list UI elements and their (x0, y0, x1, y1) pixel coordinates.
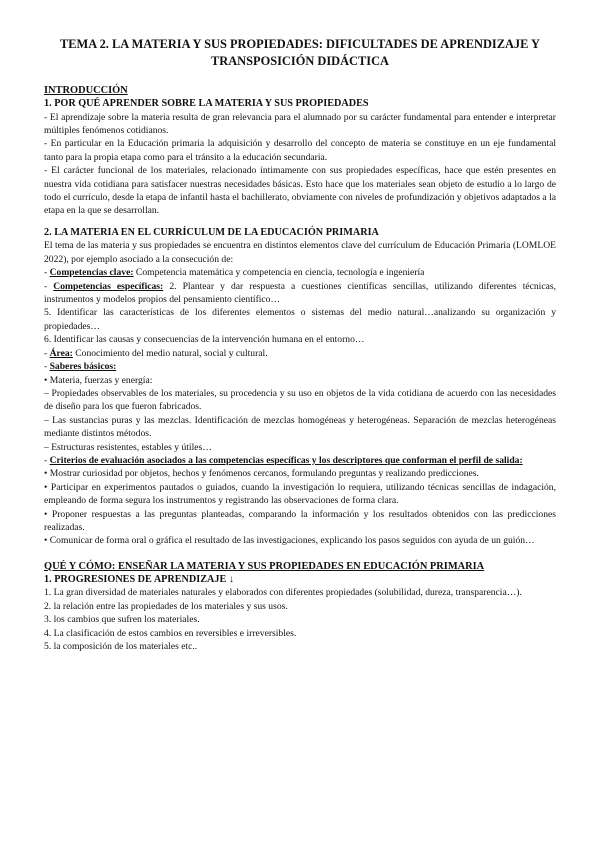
introduction-label: INTRODUCCIÓN (44, 85, 128, 96)
saberes-item: – Estructuras resistentes, estables y útiles… (44, 441, 212, 453)
progresion-item: 1. La gran diversidad de materiales naturales y elaborados con diferentes propiedades (solubilidad, dureza, transparencia…). (44, 587, 522, 599)
document-page (44, 36, 556, 653)
criterios-label: Criterios de evaluación asociados a las competencias específicas y los descriptores que conforman el perfil de salida: (49, 454, 523, 466)
area: - Área: Conocimiento del medio natural, social y cultural. (44, 347, 268, 359)
saberes-item: – Las sustancias puras y las mezclas. Identificación de mezclas homogéneas y heterogéneas. Separación de mezclas heterogéneas mediante distintos métodos. (44, 414, 556, 440)
section-1-heading: 1. POR QUÉ APRENDER SOBRE LA MATERIA Y SUS PROPIEDADES (44, 98, 369, 109)
progresion-item: 2. la relación entre las propiedades de los materiales y sus usos. (44, 600, 288, 612)
criterio-item: • Comunicar de forma oral o gráfica el resultado de las investigaciones, explicando los pasos seguidos con ayuda de un guión… (44, 535, 535, 547)
saberes-label: Saberes básicos: (49, 361, 117, 373)
competencias-clave: - Competencias clave: Competencia matemática y competencia en ciencia, tecnología e ingeniería (44, 267, 425, 279)
criterios-evaluacion: - Criterios de evaluación asociados a las competencias específicas y los descriptores que conforman el perfil de salida: (44, 454, 523, 466)
progresion-item: 3. los cambios que sufren los materiales. (44, 614, 200, 626)
curriculum-intro: El tema de las materia y sus propiedades se encuentra en distintos elementos clave del currículum de Educación Primaria (LOMLOE 2022), por ejemplo asociado a la consecución de: (44, 240, 556, 265)
intro-paragraph-1: - El aprendizaje sobre la materia resulta de gran relevancia para el alumnado por su carácter fundamental para entender e interpretar múltiples fenómenos cotidianos. (44, 111, 556, 136)
intro-paragraph-3: - El carácter funcional de los materiales, relacionado íntimamente con sus propiedades específicas, hace que estén presentes en nuestra vida cotidiana para satisfacer nuestras necesidades básicas. Esto hace que los materiales sean objeto de estudio a lo largo de todo el currículo, desde la etapa de infantil hasta el bachillerato, obviamente con niveles de profundización y objetivos adaptados a la etapa en la que se desarrollan. (44, 165, 556, 217)
saberes-item: – Propiedades observables de los materiales, su procedencia y su uso en objetos de la vida cotidiana de acuerdo con las necesidades de diseño para los que fueron fabricados. (44, 387, 556, 413)
area-label: Área: (49, 347, 73, 359)
competencias-especificas: - Competencias específicas: 2. Plantear y dar respuesta a cuestiones científicas sencillas, utilizando diferentes técnicas, instrumentos y modelos propios del pensamiento científico… (44, 280, 556, 306)
progresiones-heading: 1. PROGRESIONES DE APRENDIZAJE ↓ (44, 573, 234, 585)
competencia-item-5: 5. Identificar las características de los diferentes elementos o sistemas del medio natural…analizando su organización y propiedades… (44, 307, 556, 332)
document-title: TEMA 2. LA MATERIA Y SUS PROPIEDADES: DIFICULTADES DE APRENDIZAJE Y TRANSPOSICIÓN DIDÁCTICA (60, 37, 540, 68)
competencias-especificas-label: Competencias específicas: (53, 280, 164, 292)
section-2-heading: 2. LA MATERIA EN EL CURRÍCULUM DE LA EDUCACIÓN PRIMARIA (44, 226, 379, 238)
competencia-item-6: 6. Identificar las causas y consecuencias de la intervención humana en el entorno… (44, 334, 365, 346)
section-3-label: QUÉ Y CÓMO: ENSEÑAR LA MATERIA Y SUS PROPIEDADES EN EDUCACIÓN PRIMARIA (44, 560, 485, 572)
competencias-clave-label: Competencias clave: (49, 267, 134, 279)
criterio-item: • Participar en experimentos pautados o guiados, cuando la investigación lo requiera, utilizando técnicas sencillas de indagación, empleando de forma segura los instrumentos y registrando las observaciones de forma clara. (44, 481, 556, 507)
intro-paragraph-2: - En particular en la Educación primaria la adquisición y desarrollo del concepto de materia se constituye en un eje fundamental tanto para la propia etapa como para el tránsito a la educación secundaria. (44, 138, 556, 163)
saberes-basicos: - Saberes básicos: (44, 361, 117, 373)
saberes-item: • Materia, fuerzas y energía: (44, 374, 153, 386)
progresion-item: 4. La clasificación de estos cambios en reversibles e irreversibles. (44, 627, 297, 639)
criterio-item: • Mostrar curiosidad por objetos, hechos y fenómenos cercanos, formulando preguntas y realizando predicciones. (44, 468, 479, 480)
progresion-item: 5. la composición de los materiales etc.. (44, 641, 198, 652)
criterio-item: • Proponer respuestas a las preguntas planteadas, comparando la información y los resultados obtenidos con las predicciones realizadas. (44, 508, 556, 533)
